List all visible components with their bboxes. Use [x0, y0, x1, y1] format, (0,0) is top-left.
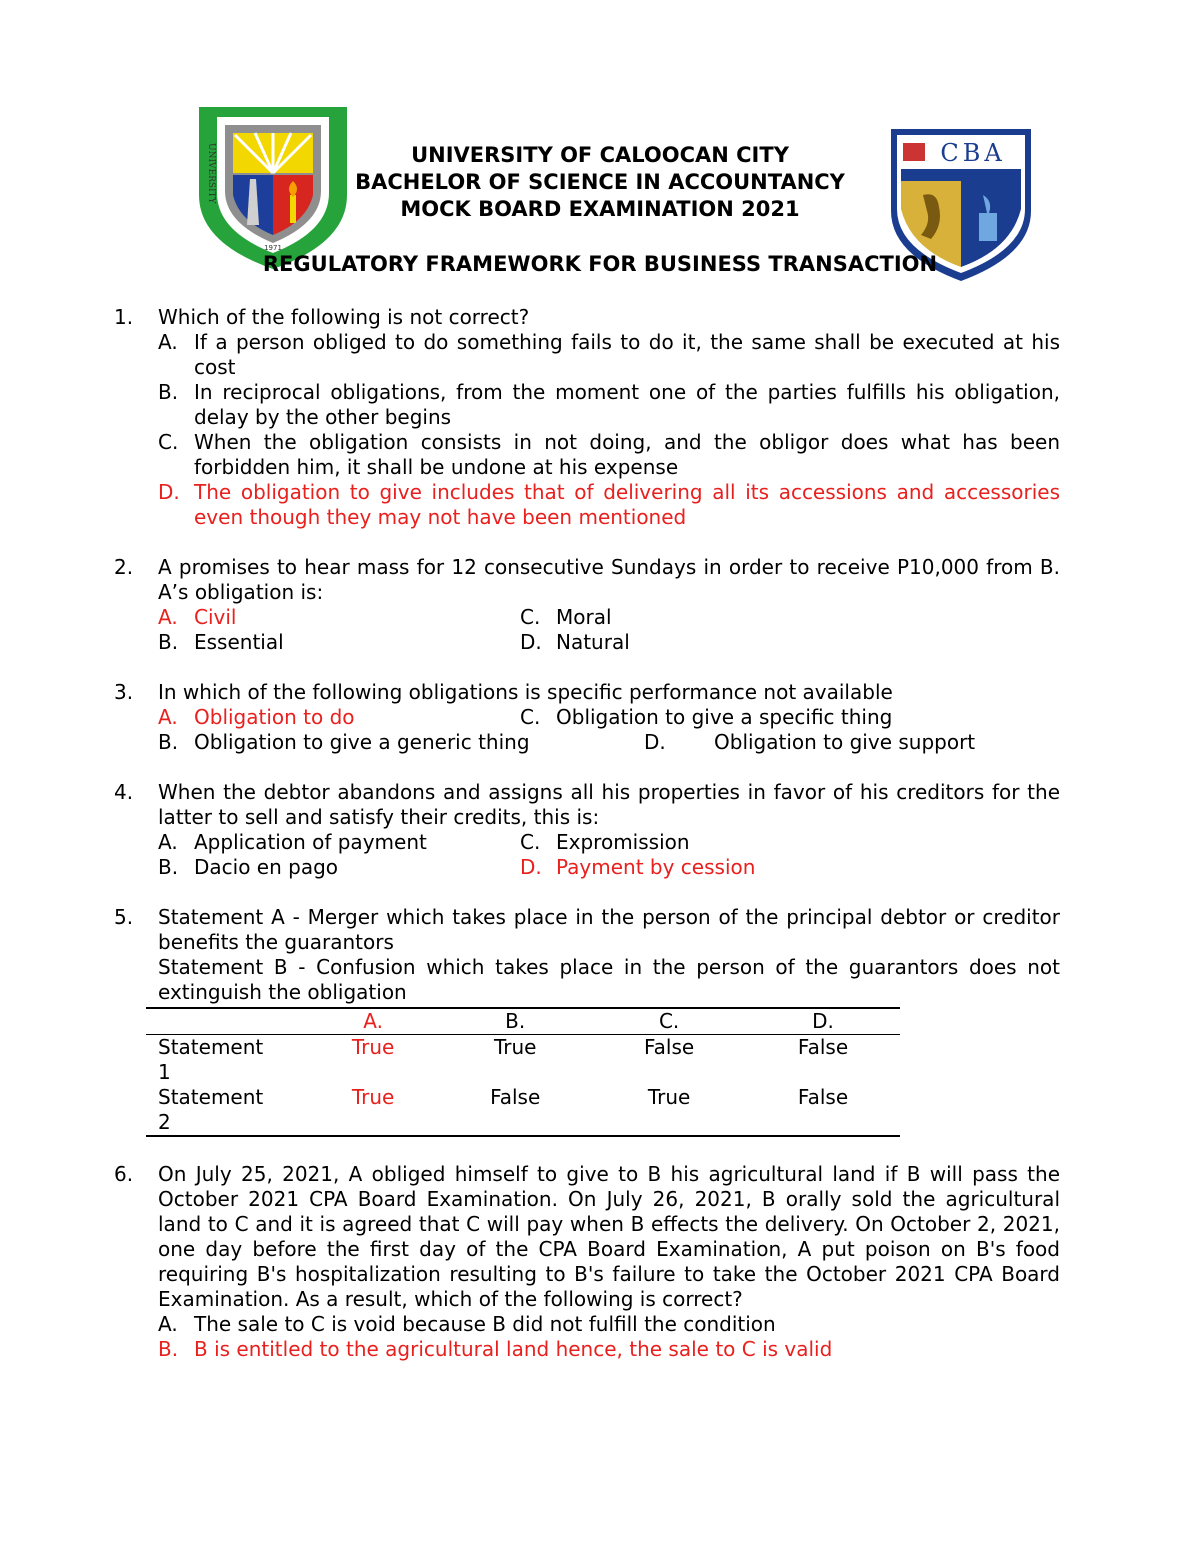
option-correct-answer: [158, 1337, 1060, 1362]
table-cell: True: [351, 1085, 395, 1109]
question-number: 1.: [114, 305, 134, 329]
statement-table: [146, 1007, 900, 1137]
option-letter: B.: [158, 1337, 179, 1361]
table-cell: True: [647, 1085, 691, 1109]
option: [520, 830, 1060, 855]
seal-ring-text: UNIVERSITY: [206, 143, 216, 204]
table-cell: True: [493, 1035, 537, 1059]
option-text: Essential: [194, 630, 284, 654]
option: [520, 630, 1060, 655]
option: [158, 1312, 1060, 1337]
column-header-a: A.: [308, 1008, 438, 1035]
question-number: 2.: [114, 555, 134, 579]
column-header-d: D.: [746, 1008, 900, 1035]
option-letter: A.: [158, 330, 178, 354]
question-4: [110, 780, 1060, 880]
option: [158, 730, 644, 755]
program-title: BACHELOR OF SCIENCE IN ACCOUNTANCY: [355, 170, 845, 194]
question-number: 5.: [114, 905, 134, 929]
option-letter: B.: [158, 730, 179, 754]
option-text: B is entitled to the agricultural land hence, the sale to C is valid: [194, 1337, 833, 1361]
table-row: [146, 1085, 900, 1136]
option-letter: C.: [520, 605, 541, 629]
option-text: When the obligation consists in not doing, and the obligor does what has been forbidden him, it shall be undone at his expense: [194, 430, 1060, 479]
option: [158, 330, 1060, 380]
option-letter: C.: [158, 430, 179, 454]
table-cell: False: [797, 1085, 849, 1109]
table-cell: False: [490, 1085, 541, 1109]
option-text: Payment by cession: [556, 855, 756, 879]
question-number: 3.: [114, 680, 134, 704]
option-text: Natural: [556, 630, 630, 654]
table-row: [146, 1035, 900, 1086]
option-letter: D.: [520, 630, 542, 654]
question-number: 6.: [114, 1162, 134, 1186]
question-1: [110, 305, 1060, 530]
question-6: [110, 1162, 1060, 1362]
question-5: [110, 905, 1060, 1137]
question-3: [110, 680, 1060, 755]
option-correct-answer: [158, 605, 520, 630]
question-stem: A promises to hear mass for 12 consecutive Sundays in order to receive P10,000 from B. A’s obligation is:: [158, 555, 1060, 604]
option-letter: C.: [520, 830, 541, 854]
question-stem: In which of the following obligations is specific performance not available: [158, 680, 893, 704]
option-text: Expromission: [556, 830, 690, 854]
option-text: Obligation to do: [194, 705, 355, 729]
option-letter: B.: [158, 630, 179, 654]
row-label-cell: [146, 1085, 308, 1136]
option-letter: A.: [158, 605, 178, 629]
question-number: 4.: [114, 780, 134, 804]
university-title: UNIVERSITY OF CALOOCAN CITY: [411, 143, 789, 167]
subject-title: REGULATORY FRAMEWORK FOR BUSINESS TRANSACTION: [262, 252, 938, 276]
option-correct-answer: [158, 480, 1060, 530]
option-text: Civil: [194, 605, 237, 629]
option-letter: B.: [158, 380, 179, 404]
option: [158, 830, 520, 855]
option-correct-answer: [520, 855, 1060, 880]
option-text: Dacio en pago: [194, 855, 339, 879]
option-text: If a person obliged to do something fails to do it, the same shall be executed at his cost: [194, 330, 1060, 379]
option-text: Obligation to give a specific thing: [556, 705, 893, 729]
question-list: [110, 305, 1060, 1387]
statement-b: Statement B - Confusion which takes place in the person of the guarantors does not extinguish the obligation: [158, 955, 1060, 1004]
option-text: In reciprocal obligations, from the moment one of the parties fulfills his obligation, delay by the other begins: [194, 380, 1060, 429]
question-stem: On July 25, 2021, A obliged himself to give to B his agricultural land if B will pass the October 2021 CPA Board Examination. On July 26, 2021, B orally sold the agricultural land to C and it is agreed that C will pay when B effects the delivery. On October 2, 2021, one day before the first day of the CPA Board Examination, A put poison on B's food requiring B's hospitalization resulting to B's failure to take the October 2021 CPA Board Examination. As a result, which of the following is correct?: [158, 1162, 1060, 1311]
option-correct-answer: [158, 705, 520, 730]
option: [158, 855, 520, 880]
option-letter: A.: [158, 830, 178, 854]
option: [520, 705, 1060, 730]
option-letter: D.: [520, 855, 542, 879]
seal-year-text: 1971: [264, 244, 282, 252]
row-label: Statement 1: [158, 1035, 264, 1084]
option: [158, 630, 520, 655]
option-letter: A.: [158, 705, 178, 729]
statement-a: Statement A - Merger which takes place in the person of the principal debtor or creditor benefits the guarantors: [158, 905, 1060, 954]
option-text: The sale to C is void because B did not fulfill the condition: [194, 1312, 776, 1336]
question-stem: Which of the following is not correct?: [158, 305, 530, 329]
row-label: Statement 2: [158, 1085, 264, 1134]
table-corner: [146, 1008, 308, 1035]
question-stem: When the debtor abandons and assigns all his properties in favor of his creditors for the latter to sell and satisfy their credits, this is:: [158, 780, 1060, 829]
option-letter: B.: [158, 855, 179, 879]
row-label-cell: [146, 1035, 308, 1086]
question-2: [110, 555, 1060, 655]
option: [644, 730, 975, 755]
column-header-c: C.: [592, 1008, 746, 1035]
option-letter: A.: [158, 1312, 178, 1336]
cba-text: CBA: [940, 139, 1006, 167]
option-text: Application of payment: [194, 830, 427, 854]
option: [158, 430, 1060, 480]
option: [158, 380, 1060, 430]
exam-title: MOCK BOARD EXAMINATION 2021: [400, 197, 800, 221]
option: [520, 605, 1060, 630]
option-text: Moral: [556, 605, 612, 629]
table-cell: True: [351, 1035, 395, 1059]
option-text: The obligation to give includes that of delivering all its accessions and accessories even though they may not have been mentioned: [194, 480, 1060, 529]
column-header-b: B.: [438, 1008, 592, 1035]
option-letter: C.: [520, 705, 541, 729]
table-cell: False: [643, 1035, 695, 1059]
option-text: Obligation to give a generic thing: [194, 730, 530, 754]
option-letter: D.: [158, 480, 180, 504]
option-text: Obligation to give support: [714, 730, 976, 754]
option-letter: D.: [644, 730, 666, 754]
table-cell: False: [797, 1035, 849, 1059]
